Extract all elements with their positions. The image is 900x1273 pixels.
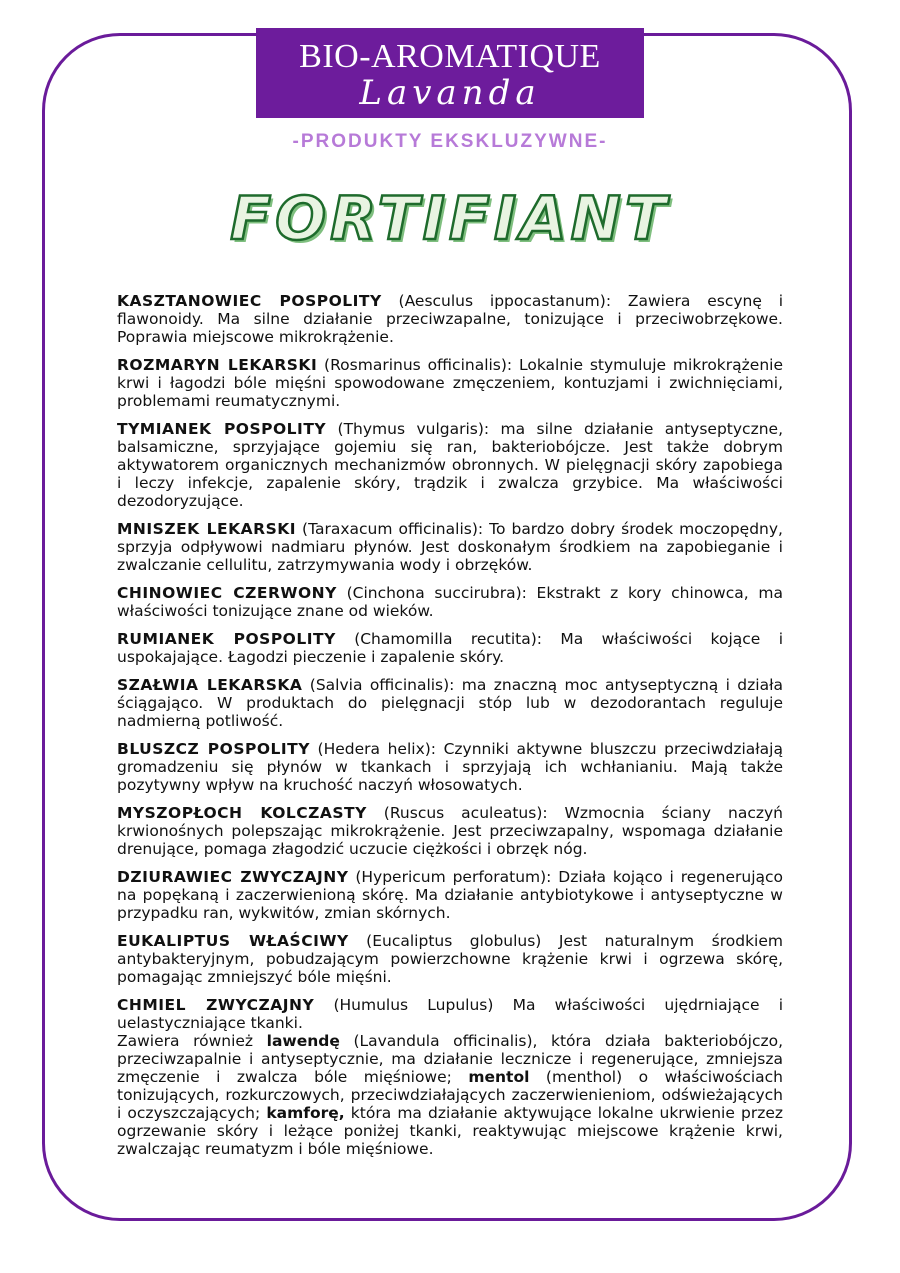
ingredient-name: MYSZOPŁOCH KOLCZASTY (117, 804, 367, 822)
ingredient-description: (Taraxacum officinalis): To bardzo dobry środek moczopędny, sprzyja odpływowi nadmiaru płynów. Jest doskonałym środkiem na zapobieganie i zwalczanie cellulitu, zatrzymywania wody i obrzęków. (117, 520, 783, 574)
ingredient-entry (117, 868, 783, 922)
ingredient-entry (117, 740, 783, 794)
ingredient-entry (117, 676, 783, 730)
ingredient-entry (117, 630, 783, 666)
ingredient-entry (117, 420, 783, 510)
closing-text: która ma działanie aktywujące lokalne ukrwienie przez ogrzewanie skóry i leżące poniżej tkanki, reaktywując miejscowe krążenie krwi, zwalczając reumatyzm i bóle mięśniowe. (117, 1104, 783, 1158)
ingredient-description: (Thymus vulgaris): ma silne działanie antyseptyczne, balsamiczne, sprzyjające gojemiu się ran, bakteriobójcze. Jest także dobrym aktywatorem organicznych mechanizmów obronnych. W pielęgnacji skóry zapobiega i leczy infekcje, zapalenie skóry, trądzik i zwalcza grzybice. Ma właściwości dezodoryzujące. (117, 420, 783, 510)
closing-text: (menthol) o właściwościach tonizujących, rozkurczowych, przeciwdziałających zaczerwienieniom, odświeżających i oczyszczających; (117, 1068, 784, 1122)
closing-paragraph (117, 1032, 783, 1158)
ingredient-description: (Rosmarinus officinalis): Lokalnie stymuluje mikrokrążenie krwi i łagodzi bóle mięśni spowodowane zmęczeniem, kontuzjami i zwichnięciami, problemami reumatycznymi. (117, 356, 783, 410)
ingredient-description: (Hypericum perforatum): Działa kojąco i regenerująco na popękaną i zaczerwienioną skórę. Ma działanie antybiotykowe i antyseptyczne w przypadku ran, wykwitów, zmian skórnych. (117, 868, 784, 922)
ingredient-description: (Ruscus aculeatus): Wzmocnia ściany naczyń krwionośnych polepszając mikrokrążenie. Jest przeciwzapalny, wspomaga działanie drenujące, pomaga złagodzić uczucie ciężkości i obrzęk nóg. (117, 804, 783, 858)
highlight-menthol: mentol (468, 1068, 530, 1086)
closing-text: Zawiera również (117, 1032, 267, 1050)
ingredient-name: MNISZEK LEKARSKI (117, 520, 297, 538)
brand-name: BIO-AROMATIQUE (299, 38, 601, 75)
tagline: -PRODUKTY EKSKLUZYWNE- (292, 131, 608, 152)
highlight-lavender: lawendę (266, 1032, 340, 1050)
ingredient-name: DZIURAWIEC ZWYCZAJNY (117, 868, 349, 886)
ingredient-name: EUKALIPTUS WŁAŚCIWY (117, 932, 349, 950)
ingredient-name: TYMIANEK POSPOLITY (117, 420, 327, 438)
ingredient-name: SZAŁWIA LEKARSKA (117, 676, 303, 694)
ingredient-description: (Cinchona succirubra): Ekstrakt z kory chinowca, ma właściwości tonizujące znane od wieków. (117, 584, 783, 620)
ingredient-name: CHMIEL ZWYCZAJNY (117, 996, 315, 1014)
ingredient-description: (Hedera helix): Czynniki aktywne bluszczu przeciwdziałają gromadzeniu się płynów w tkankach i sprzyjają ich wchłanianiu. Mają także pozytywny wpływ na kruchość naczyń włosowatych. (117, 740, 783, 794)
brand-logo (256, 28, 644, 118)
ingredient-description: (Aesculus ippocastanum): Zawiera escynę i flawonoidy. Ma silne działanie przeciwzapalne, tonizujące i przeciwobrzękowe. Poprawia miejscowe mikrokrążenie. (117, 292, 783, 346)
ingredient-name: KASZTANOWIEC POSPOLITY (117, 292, 382, 310)
brand-subname: Lavanda (359, 73, 541, 113)
ingredient-name: BLUSZCZ POSPOLITY (117, 740, 310, 758)
ingredient-entry (117, 996, 783, 1032)
product-title: FORTIFIANT (230, 184, 670, 254)
ingredient-entry (117, 584, 783, 620)
ingredient-description: (Eucaliptus globulus) Jest naturalnym środkiem antybakteryjnym, pobudzającym powierzchowne krążenie krwi i ogrzewa skórę, pomagając zmniejszyć bóle mięśni. (117, 932, 783, 986)
ingredient-description: (Chamomilla recutita): Ma właściwości kojące i uspokajające. Łagodzi pieczenie i zapalenie skóry. (117, 630, 783, 666)
ingredient-entry (117, 292, 783, 346)
ingredient-name: CHINOWIEC CZERWONY (117, 584, 337, 602)
highlight-camphor: kamforę, (266, 1104, 345, 1122)
ingredient-entry (117, 804, 783, 858)
ingredient-entry (117, 932, 783, 986)
ingredient-name: RUMIANEK POSPOLITY (117, 630, 336, 648)
ingredient-entry (117, 356, 783, 410)
ingredient-name: ROZMARYN LEKARSKI (117, 356, 318, 374)
closing-text: (Lavandula officinalis), która działa bakteriobójczo, przeciwzapalnie i antyseptycznie, ma działanie lecznicze i regenerujące, zmniejsza zmęczenie i zwalcza bóle mięśniowe; (117, 1032, 784, 1086)
ingredient-description: (Salvia officinalis): ma znaczną moc antyseptyczną i działa ściągająco. W produktach do pielęgnacji stóp lub w dezodorantach reguluje nadmierną potliwość. (117, 676, 783, 730)
ingredient-description: (Humulus Lupulus) Ma właściwości ujędrniające i uelastyczniające tkanki. (117, 996, 783, 1032)
ingredients-list (117, 292, 783, 1158)
ingredient-entry (117, 520, 783, 574)
